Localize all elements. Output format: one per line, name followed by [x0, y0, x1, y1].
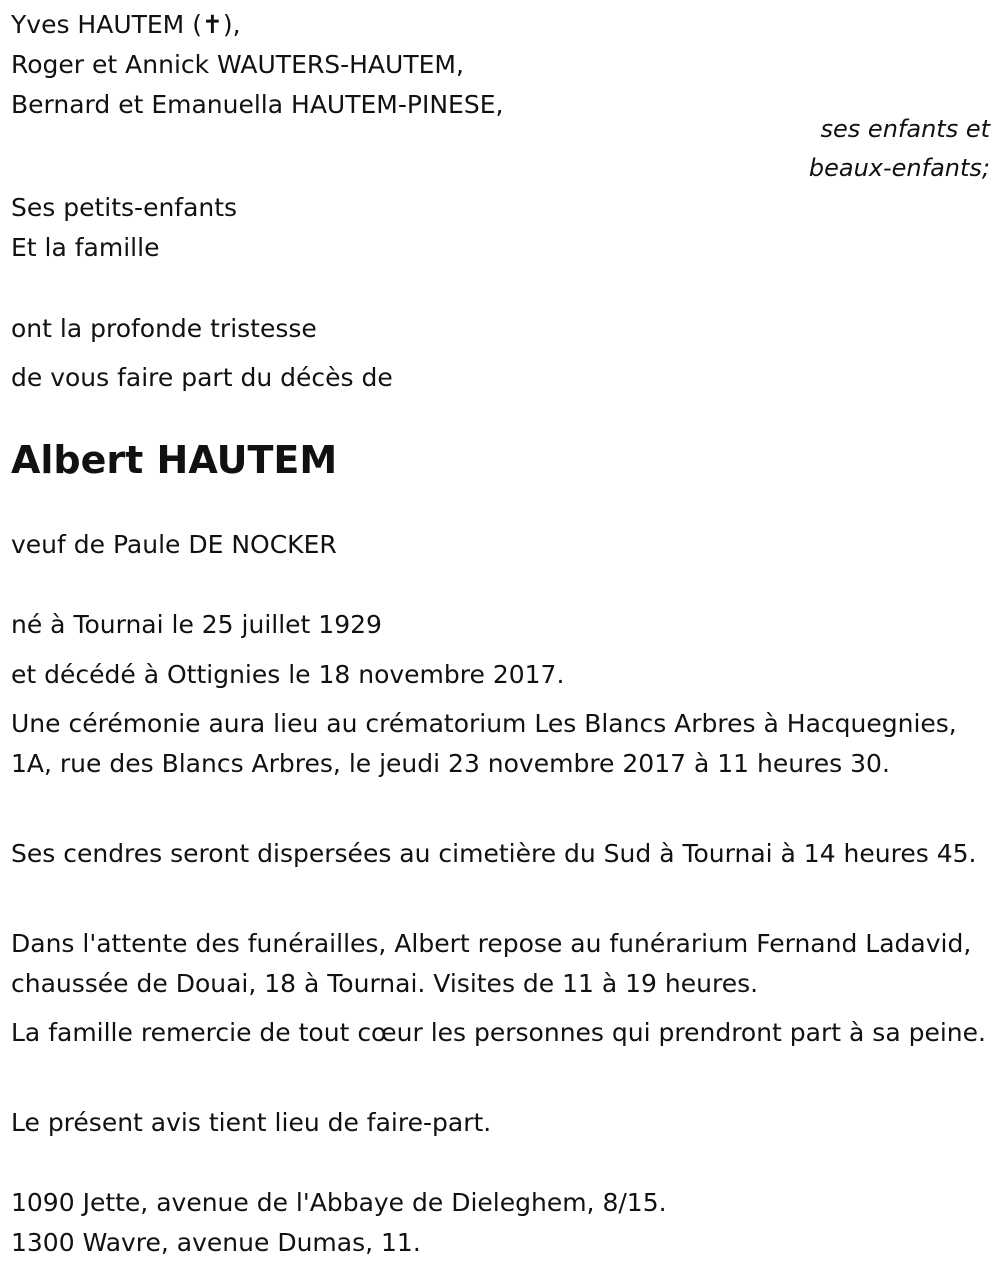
birth-line: né à Tournai le 25 juillet 1929	[11, 610, 382, 639]
death-line: et décédé à Ottignies le 18 novembre 2017.	[11, 660, 565, 689]
funeral-home-paragraph: Dans l'attente des funérailles, Albert repose au funérarium Fernand Ladavid, chaussée de Douai, 18 à Tournai. Visites de 11 à 19 heures.	[11, 929, 972, 998]
relation-in-laws: beaux-enfants;	[808, 154, 990, 182]
announcement-line-1: ont la profonde tristesse	[11, 314, 317, 343]
grandchildren-line: Ses petits-enfants	[11, 193, 238, 222]
announcement-line-2: de vous faire part du décès de	[11, 363, 393, 392]
family-line-yves: Yves HAUTEM (✝),	[11, 10, 241, 39]
thanks-paragraph: La famille remercie de tout cœur les personnes qui prendront part à sa peine.	[11, 1018, 986, 1047]
family-line-bernard-emanuella: Bernard et Emanuella HAUTEM-PINESE,	[11, 90, 504, 119]
notice-paragraph: Le présent avis tient lieu de faire-part.	[11, 1108, 492, 1137]
deceased-name: Albert HAUTEM	[11, 438, 338, 482]
ceremony-paragraph: Une cérémonie aura lieu au crématorium Les Blancs Arbres à Hacquegnies, 1A, rue des Blancs Arbres, le jeudi 23 novembre 2017 à 11 heures 30.	[11, 709, 957, 778]
address-wavre: 1300 Wavre, avenue Dumas, 11.	[11, 1228, 421, 1257]
family-line-roger-annick: Roger et Annick WAUTERS-HAUTEM,	[11, 50, 464, 79]
extended-family-line: Et la famille	[11, 233, 160, 262]
widower-line: veuf de Paule DE NOCKER	[11, 530, 337, 559]
relation-children: ses enfants et	[820, 115, 990, 143]
ashes-paragraph: Ses cendres seront dispersées au cimetière du Sud à Tournai à 14 heures 45.	[11, 839, 977, 868]
address-jette: 1090 Jette, avenue de l'Abbaye de Dieleghem, 8/15.	[11, 1188, 667, 1217]
